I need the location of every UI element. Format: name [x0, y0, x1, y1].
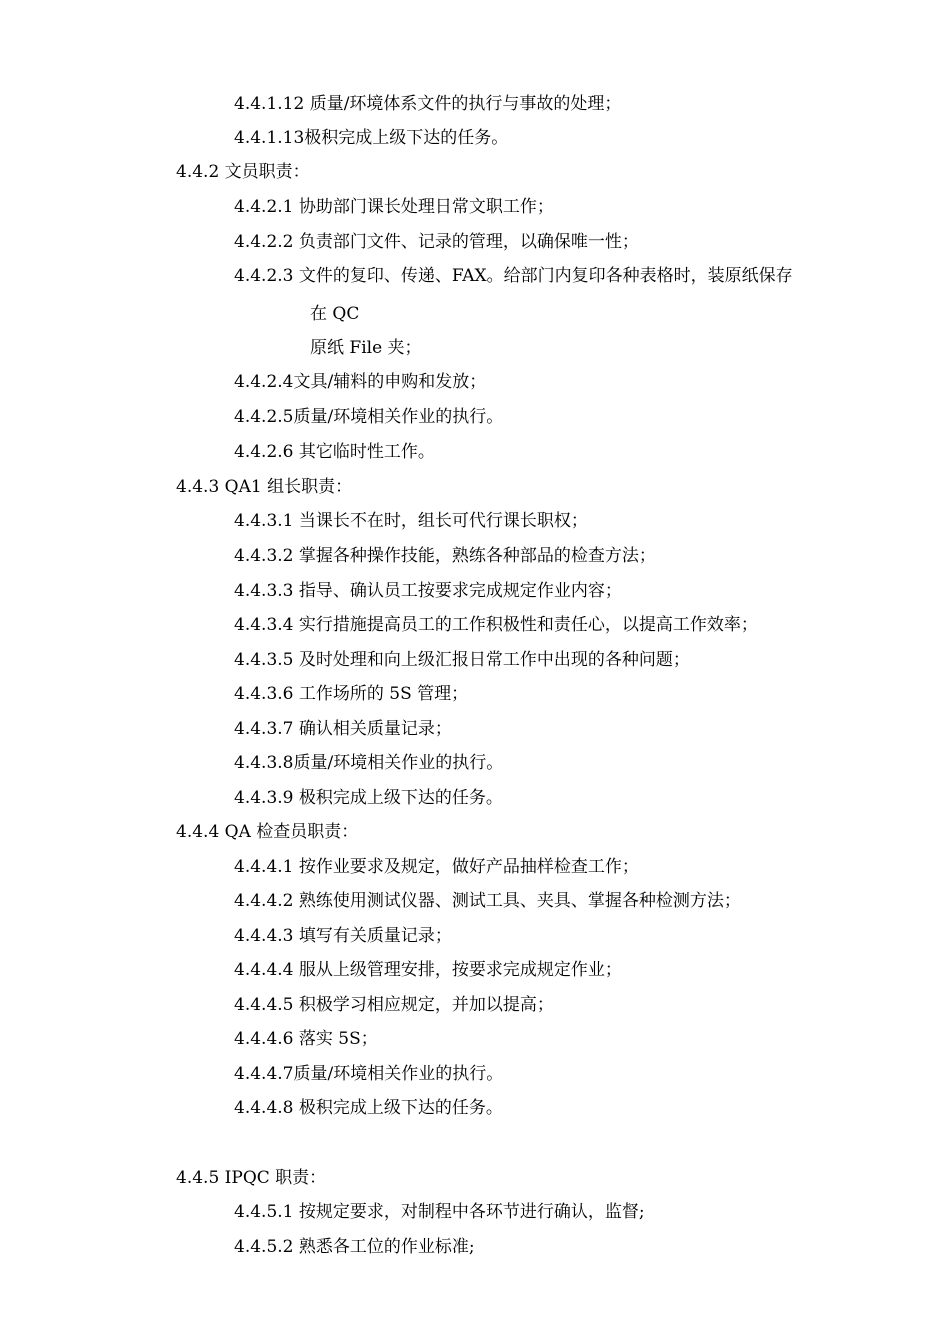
clause-text: 极积完成上级下达的任务。 [293, 1098, 503, 1118]
clause-continuation [310, 303, 359, 325]
clause-text: 极积完成上级下达的任务。 [293, 788, 503, 808]
clause-text: 熟悉各工位的作业标准; [293, 1237, 475, 1257]
clause-text: 文件的复印、传递、FAX。给部门内复印各种表格时，装原纸保存 [293, 266, 793, 286]
clause-number: 4.4.4.4 [234, 960, 294, 980]
clause-text: 当课长不在时，组长可代行课长职权； [293, 511, 588, 531]
clause-text: 极积完成上级下达的任务。 [304, 128, 509, 148]
clause-text: 其它临时性工作。 [293, 442, 435, 462]
clause-text: 按作业要求及规定，做好产品抽样检查工作； [293, 857, 639, 877]
clause-4-4-3-3 [234, 580, 622, 602]
clause-number: 4.4.3.6 [234, 684, 294, 704]
section-4-4-2-heading [176, 161, 310, 183]
clause-number: 4.4.3.7 [234, 719, 294, 739]
clause-text: 掌握各种操作技能，熟练各种部品的检查方法； [293, 546, 656, 566]
clause-4-4-3-6 [234, 683, 468, 705]
clause-text: 工作场所的 5S 管理； [293, 684, 469, 704]
section-number: 4.4.4 [176, 822, 220, 842]
clause-4-4-1-13 [234, 127, 508, 149]
clause-text: 服从上级管理安排，按要求完成规定作业； [293, 960, 622, 980]
clause-number: 4.4.3.8 [234, 753, 294, 773]
clause-number: 4.4.4.7 [234, 1064, 294, 1084]
clause-4-4-2-6 [234, 441, 435, 463]
clause-text: 在 QC [310, 304, 360, 324]
clause-text: 文具/辅料的申购和发放； [293, 372, 487, 392]
clause-number: 4.4.4.3 [234, 926, 294, 946]
clause-text: 积极学习相应规定，并加以提高； [293, 995, 554, 1015]
clause-number: 4.4.3.4 [234, 615, 294, 635]
section-4-4-4-heading [176, 821, 358, 843]
clause-number: 4.4.4.8 [234, 1098, 294, 1118]
clause-number: 4.4.2.1 [234, 197, 294, 217]
clause-text: 熟练使用测试仪器、测试工具、夹具、掌握各种检测方法； [293, 891, 741, 911]
section-4-4-3-heading [176, 476, 352, 498]
clause-4-4-3-4 [234, 614, 758, 636]
clause-text: 实行措施提高员工的工作积极性和责任心，以提高工作效率； [293, 615, 758, 635]
clause-continuation [310, 337, 422, 359]
clause-text: 确认相关质量记录； [293, 719, 452, 739]
clause-number: 4.4.4.5 [234, 995, 294, 1015]
section-number: 4.4.2 [176, 162, 220, 182]
clause-4-4-2-1 [234, 196, 554, 218]
clause-number: 4.4.2.6 [234, 442, 294, 462]
clause-number: 4.4.3.1 [234, 511, 294, 531]
clause-text: 质量/环境相关作业的执行。 [293, 753, 504, 773]
clause-number: 4.4.5.2 [234, 1237, 294, 1257]
section-4-4-5-heading [176, 1167, 326, 1189]
clause-number: 4.4.3.5 [234, 650, 294, 670]
clause-4-4-4-5 [234, 994, 554, 1016]
clause-text: 落实 5S； [293, 1029, 378, 1049]
clause-text: 质量/环境相关作业的执行。 [293, 407, 504, 427]
clause-4-4-2-3 [234, 265, 793, 287]
clause-4-4-2-4 [234, 371, 486, 393]
clause-4-4-4-1 [234, 856, 639, 878]
clause-4-4-3-5 [234, 649, 690, 671]
section-title: IPQC 职责： [219, 1168, 327, 1188]
clause-4-4-4-2 [234, 890, 741, 912]
clause-4-4-5-1 [234, 1201, 645, 1223]
clause-4-4-4-4 [234, 959, 622, 981]
clause-4-4-3-2 [234, 545, 656, 567]
clause-number: 4.4.3.3 [234, 581, 294, 601]
clause-number: 4.4.1.13 [234, 128, 305, 148]
clause-text: 质量/环境体系文件的执行与事故的处理； [304, 94, 622, 114]
section-title: QA 检查员职责： [219, 822, 359, 842]
clause-number: 4.4.2.4 [234, 372, 294, 392]
clause-number: 4.4.4.6 [234, 1029, 294, 1049]
clause-number: 4.4.2.2 [234, 232, 294, 252]
clause-number: 4.4.2.3 [234, 266, 294, 286]
clause-4-4-3-7 [234, 718, 452, 740]
clause-4-4-3-8 [234, 752, 503, 774]
clause-4-4-2-5 [234, 406, 503, 428]
clause-text: 指导、确认员工按要求完成规定作业内容； [293, 581, 622, 601]
clause-4-4-2-2 [234, 231, 639, 253]
clause-4-4-4-3 [234, 925, 452, 947]
clause-number: 4.4.5.1 [234, 1202, 294, 1222]
clause-text: 原纸 File 夹； [310, 338, 422, 358]
clause-number: 4.4.1.12 [234, 94, 305, 114]
section-title: 文员职责： [219, 162, 310, 182]
clause-4-4-3-9 [234, 787, 503, 809]
clause-number: 4.4.4.1 [234, 857, 294, 877]
section-number: 4.4.5 [176, 1168, 220, 1188]
clause-text: 负责部门文件、记录的管理，以确保唯一性； [293, 232, 639, 252]
clause-text: 及时处理和向上级汇报日常工作中出现的各种问题； [293, 650, 690, 670]
clause-text: 质量/环境相关作业的执行。 [293, 1064, 504, 1084]
clause-number: 4.4.3.9 [234, 788, 294, 808]
clause-4-4-4-7 [234, 1063, 503, 1085]
clause-4-4-4-6 [234, 1028, 378, 1050]
clause-number: 4.4.2.5 [234, 407, 294, 427]
section-number: 4.4.3 [176, 477, 220, 497]
clause-4-4-4-8 [234, 1097, 503, 1119]
clause-text: 填写有关质量记录； [293, 926, 452, 946]
clause-4-4-3-1 [234, 510, 588, 532]
clause-number: 4.4.3.2 [234, 546, 294, 566]
clause-4-4-5-2 [234, 1236, 475, 1258]
clause-text: 协助部门课长处理日常文职工作； [293, 197, 554, 217]
clause-text: 按规定要求，对制程中各环节进行确认，监督; [293, 1202, 645, 1222]
section-title: QA1 组长职责： [219, 477, 353, 497]
clause-4-4-1-12 [234, 93, 621, 115]
clause-number: 4.4.4.2 [234, 891, 294, 911]
